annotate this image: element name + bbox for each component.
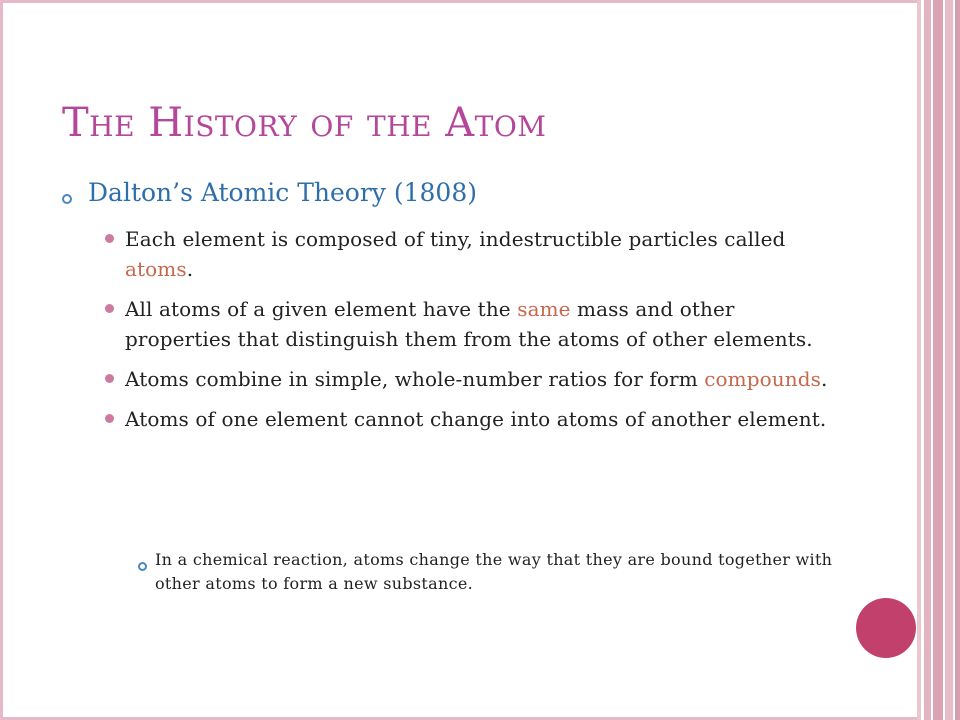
decorative-circle	[856, 598, 916, 658]
bullet-item: All atoms of a given element have the same mass and other properties that distinguish them from the atoms of other elements.	[125, 294, 840, 354]
bullet-dot-icon	[105, 374, 114, 383]
highlight-term: same	[517, 297, 571, 321]
sub-bullet: In a chemical reaction, atoms change the way that they are bound together with other atoms to form a new substance.	[155, 550, 833, 593]
bullet-list	[125, 224, 840, 444]
highlight-term: atoms	[125, 257, 187, 281]
bullet-item: Atoms combine in simple, whole-number ratios for form compounds.	[125, 364, 840, 394]
ring-bullet-icon	[138, 562, 147, 571]
bullet-dot-icon	[105, 304, 114, 313]
bullet-dot-icon	[105, 234, 114, 243]
slide-title: The History of the Atom	[62, 100, 547, 146]
section-heading: Dalton’s Atomic Theory (1808)	[88, 178, 478, 207]
highlight-term: compounds	[704, 367, 822, 391]
bullet-dot-icon	[105, 414, 114, 423]
bullet-item: Each element is composed of tiny, indestructible particles called atoms.	[125, 224, 840, 284]
bullet-item: Atoms of one element cannot change into atoms of another element.	[125, 404, 840, 434]
ring-bullet-icon	[62, 194, 72, 204]
decorative-side-stripes	[917, 0, 960, 720]
